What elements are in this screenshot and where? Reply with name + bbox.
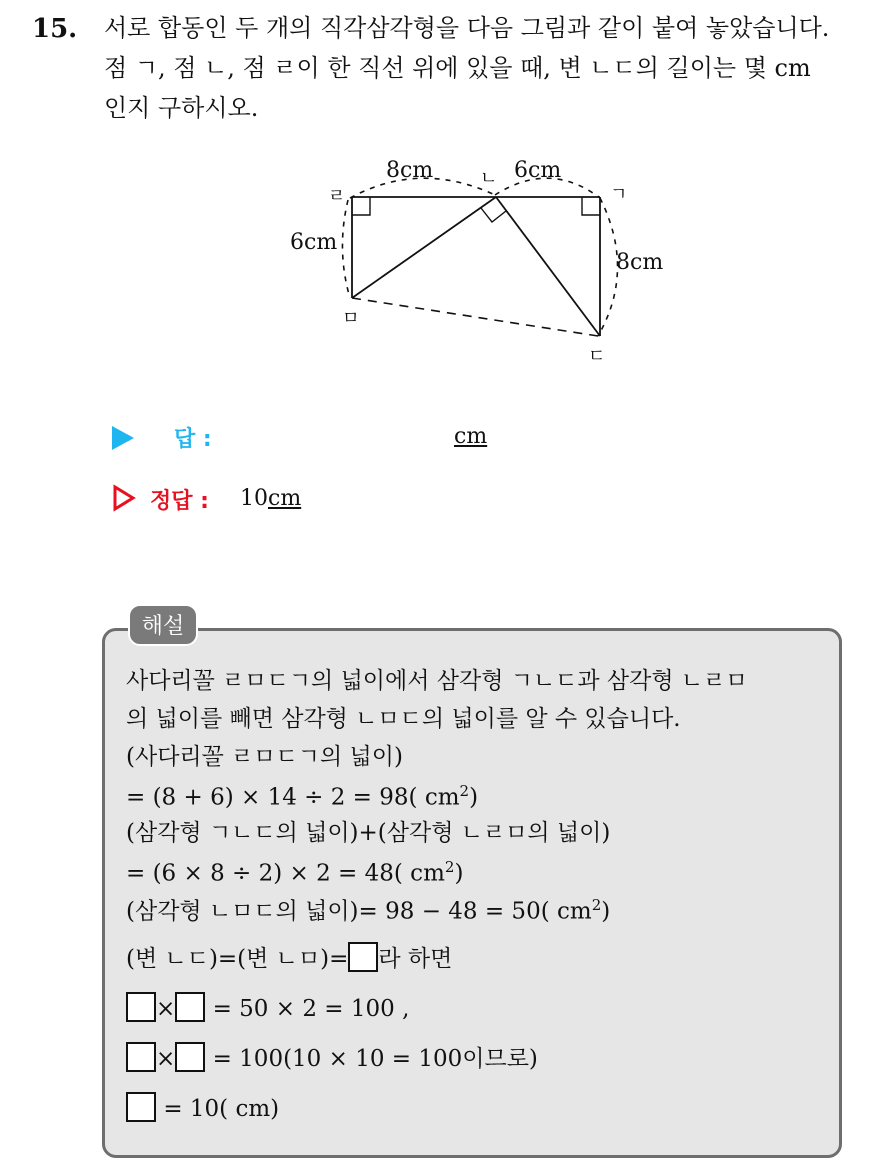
exp7-close: ) — [601, 898, 611, 925]
question-line-3: 인지 구하시오. — [104, 94, 259, 122]
answer-unit: cm — [454, 424, 488, 449]
times-sign: × — [156, 996, 176, 1022]
length-top-right: 6cm — [514, 158, 562, 183]
exp10-tail: 이므로) — [462, 1046, 538, 1072]
exp7-text: (삼각형 ㄴㅁㄷ의 넓이)= 98 − 48 = 50( cm — [126, 898, 592, 925]
right-angle-mid — [481, 208, 506, 222]
solution-row — [112, 482, 712, 518]
hyp-left — [352, 197, 496, 298]
outline-triangle-icon — [112, 484, 136, 512]
exp10-text: = 100(10 × 10 = 100 — [212, 1046, 463, 1072]
exp4-text: = (8 + 6) × 14 ÷ 2 = 98( cm — [126, 784, 460, 811]
exp4-close: ) — [469, 784, 479, 811]
exp6-text: = (6 × 8 ÷ 2) × 2 = 48( cm — [126, 860, 445, 887]
explanation-line-11 — [126, 1092, 279, 1122]
point-giyeok: ㄱ — [610, 184, 628, 205]
dashed-base — [352, 298, 598, 336]
exp8-text: (변 ㄴㄷ)=(변 ㄴㅁ)= — [126, 946, 349, 972]
blank-box — [126, 992, 156, 1022]
length-left: 6cm — [290, 230, 338, 255]
question-number: 15. — [32, 14, 78, 44]
blank-box — [348, 942, 378, 972]
answer-label: 답 : — [174, 427, 212, 452]
explanation-line-4 — [126, 784, 478, 810]
explanation-line-10 — [126, 1042, 538, 1072]
length-top-left: 8cm — [386, 158, 434, 183]
exp9-text: = 50 × 2 = 100 , — [212, 996, 410, 1022]
answer-row — [112, 420, 712, 456]
blank-box — [126, 1092, 156, 1122]
exp6-sup: 2 — [444, 858, 455, 876]
arc-left-side — [342, 200, 350, 298]
blank-box — [175, 1042, 205, 1072]
exp7-sup: 2 — [591, 896, 602, 914]
explanation-line-2: 의 넓이를 빼면 삼각형 ㄴㅁㄷ의 넓이를 알 수 있습니다. — [126, 706, 681, 732]
point-nieun: ㄴ — [480, 168, 498, 189]
triangle-figure — [270, 150, 690, 380]
solution-label: 정답 : — [150, 489, 209, 514]
hyp-right — [496, 197, 600, 336]
exp6-close: ) — [454, 860, 464, 887]
length-right: 8cm — [616, 250, 664, 275]
arc-right-side — [598, 198, 618, 336]
times-sign: × — [156, 1046, 176, 1072]
explanation-line-1: 사다리꼴 ㄹㅁㄷㄱ의 넓이에서 삼각형 ㄱㄴㄷ과 삼각형 ㄴㄹㅁ — [126, 668, 748, 694]
explanation-line-7 — [126, 898, 610, 924]
question-line-2: 점 ㄱ, 점 ㄴ, 점 ㄹ이 한 직선 위에 있을 때, 변 ㄴㄷ의 길이는 몇 cm — [104, 54, 811, 82]
blank-box — [126, 1042, 156, 1072]
solution-value: 10 — [240, 486, 268, 511]
right-angle-left — [352, 197, 370, 215]
blank-box — [175, 992, 205, 1022]
explanation-line-6 — [126, 860, 463, 886]
explanation-line-8 — [126, 942, 452, 972]
explanation-line-9 — [126, 992, 409, 1022]
exp4-sup: 2 — [459, 782, 470, 800]
explanation-line-5: (삼각형 ㄱㄴㄷ의 넓이)+(삼각형 ㄴㄹㅁ의 넓이) — [126, 820, 611, 846]
question-line-1: 서로 합동인 두 개의 직각삼각형을 다음 그림과 같이 붙여 놓았습니다. — [104, 14, 830, 42]
exp11-text: = 10( cm) — [163, 1096, 280, 1122]
solution-unit: cm — [268, 486, 302, 511]
solution-value-wrap — [240, 486, 301, 511]
exp8-tail: 라 하면 — [378, 946, 453, 972]
right-angle-right — [582, 197, 600, 215]
explanation-line-3: (사다리꼴 ㄹㅁㄷㄱ의 넓이) — [126, 744, 403, 770]
point-rieul: ㄹ — [328, 186, 346, 207]
explanation-tag: 해설 — [128, 604, 198, 646]
point-digeut: ㄷ — [588, 346, 606, 367]
play-triangle-icon — [112, 426, 134, 450]
point-mieum: ㅁ — [342, 308, 360, 329]
